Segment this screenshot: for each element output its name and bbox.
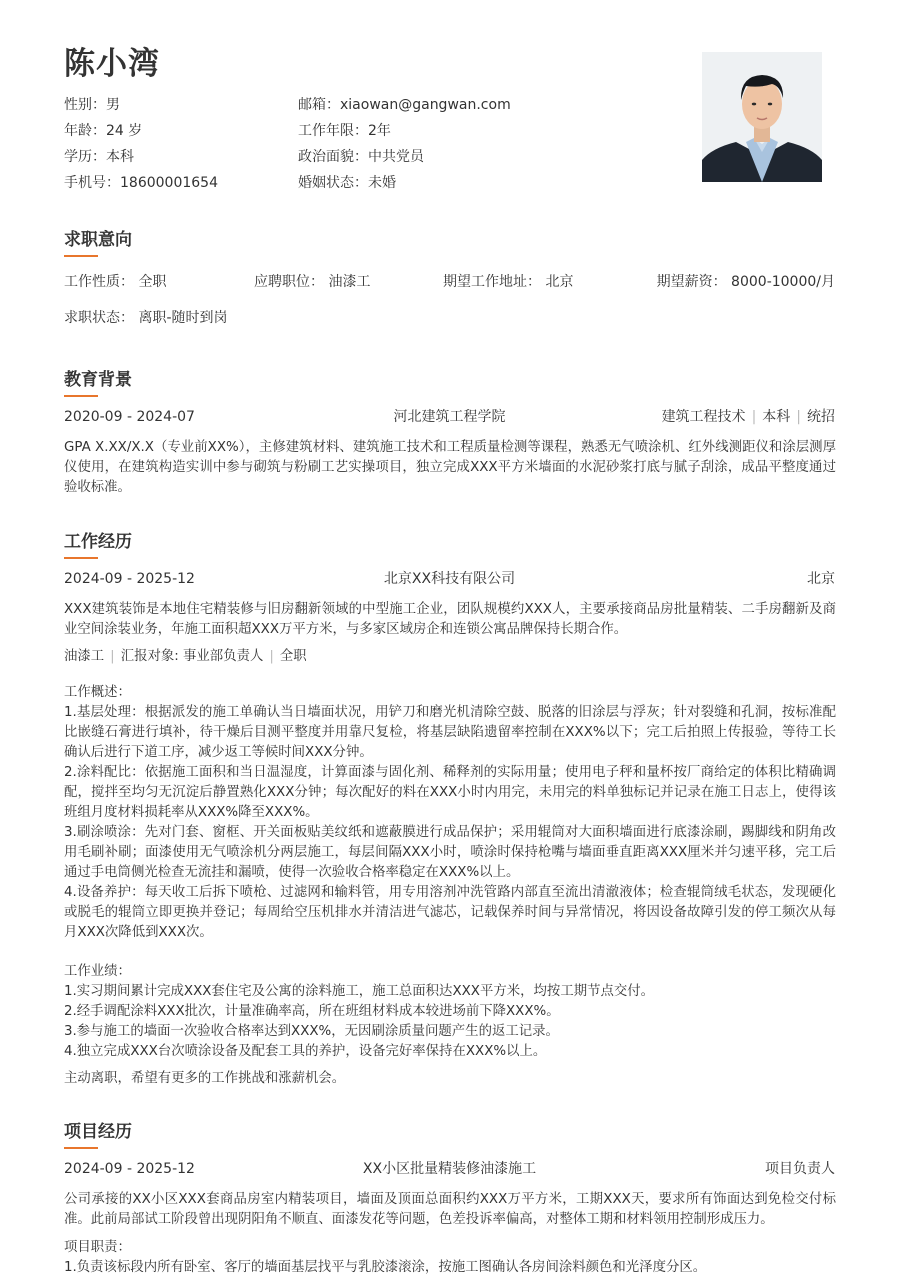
work-overview [64, 683, 836, 943]
gender-value: 男 [106, 97, 120, 113]
project-duties [64, 1238, 836, 1278]
project-name: XX小区批量精装修油漆施工 [362, 1161, 537, 1177]
separator: | [796, 409, 801, 425]
intent-location: 期望工作地址： 北京 [443, 274, 574, 290]
achievement-item: 1.实习期间累计完成XXX套住宅及公寓的涂料施工，施工总面积达XXX平方米，均按工期节点交付。 [64, 984, 655, 999]
work-tags [64, 647, 307, 667]
major: 建筑工程技术 [661, 409, 746, 425]
profile-photo [702, 52, 822, 182]
basic-info [64, 94, 624, 198]
education-level [64, 146, 134, 168]
political-status [298, 146, 424, 168]
avatar-portrait [702, 52, 822, 182]
work-years-value: 2年 [368, 123, 391, 139]
work-period: 2024-09 - 2025-12 [64, 571, 195, 587]
overview-item: 2.涂料配比：依据施工面积和当日温湿度，计算面漆与固化剂、稀释剂的实际用量；使用电子秤和量杯按厂商给定的体积比精确调配，搅拌至均匀无沉淀后静置熟化XXX分钟；每次配好的料在XXX小时内用完，未用完的料单独标记并记录在施工日志上，使得该班组月度材料损耗率从XXX%降至XXX%。 [64, 765, 836, 820]
email-value: xiaowan@gangwan.com [340, 97, 511, 113]
report-to: 汇报对象: 事业部负责人 [120, 649, 264, 664]
separator: | [751, 409, 757, 425]
education-period: 2020-09 - 2024-07 [64, 409, 195, 425]
phone [64, 172, 218, 194]
info-row [64, 172, 624, 198]
education-level-label: 学历： [64, 149, 106, 165]
age-label: 年龄： [64, 123, 106, 139]
intent-row [64, 307, 835, 329]
achievement-item: 2.经手调配涂料XXX批次，计量准确率高，所在班组材料成本较进场前下降XXX%。 [64, 1004, 560, 1019]
leave-reason: 主动离职，希望有更多的工作挑战和涨薪机会。 [64, 1071, 346, 1086]
info-row [64, 120, 624, 146]
marital-status-label: 婚姻状态： [298, 175, 368, 191]
achievement-item: 3.参与施工的墙面一次验收合格率达到XXX%，无因刷涂质量问题产生的返工记录。 [64, 1024, 559, 1039]
education-description: GPA X.XX/X.X（专业前XX%），主修建筑材料、建筑施工技术和工程质量检测等课程，熟悉无气喷涂机、红外线测距仪和涂层测厚仪使用，在建筑构造实训中参与砌筑与粉刷工艺实操项目，独立完成XXX平方米墙面的水泥砂浆打底与腻子刮涂，成品平整度通过验收标准。 [64, 440, 836, 495]
gender-label: 性别： [64, 97, 106, 113]
overview-title: 工作概述： [64, 685, 131, 700]
project-role: 项目负责人 [765, 1161, 835, 1177]
company-description: XXX建筑装饰是本地住宅精装修与旧房翻新领域的中型施工企业，团队规模约XXX人，主要承接商品房批量精装、二手房翻新及商业空间涂装业务，年施工面积超XXX万平方米，与多家区域房企和连锁公寓品牌保持长期合作。 [64, 602, 836, 637]
overview-item: 4.设备养护：每天收工后拆下喷枪、过滤网和输料管，用专用溶剂冲洗管路内部直至流出清澈液体；检查辊筒绒毛状态，发现硬化或脱毛的辊筒立即更换并登记；每周给空压机排水并清洁进气滤芯，记载保养时间与异常情况，将因设备故障引发的停工频次从每月XXX次降低到XXX次。 [64, 885, 836, 940]
section-title-work: 工作经历 [64, 532, 132, 552]
intent-position: 应聘职位： 油漆工 [254, 274, 371, 290]
intent-status: 求职状态： 离职-随时到岗 [64, 310, 228, 326]
work-years [298, 120, 391, 142]
achievement-item: 4.独立完成XXX台次喷涂设备及配套工具的养护，设备完好率保持在XXX%以上。 [64, 1044, 547, 1059]
education-header [64, 406, 835, 428]
overview-item: 1.基层处理：根据派发的施工单确认当日墙面状况，用铲刀和磨光机清除空鼓、脱落的旧涂层与浮灰；针对裂缝和孔洞，按标准配比嵌缝石膏进行填补，待干燥后目测平整度并用靠尺复检，将基层缺陷遗留率控制在XXX%以下；完工后拍照上传报验，等待工长确认后进行下道工序，减少返工等候时间XXX分钟。 [64, 705, 836, 760]
job-type: 全职 [279, 649, 307, 664]
section-accent-bar [64, 395, 98, 397]
political-status-label: 政治面貌： [298, 149, 368, 165]
company-name: 北京XX科技有限公司 [383, 571, 516, 587]
section-accent-bar [64, 557, 98, 559]
political-status-value: 中共党员 [368, 149, 424, 165]
section-accent-bar [64, 255, 98, 257]
phone-label: 手机号： [64, 175, 120, 191]
project-period: 2024-09 - 2025-12 [64, 1161, 195, 1177]
section-title-intent: 求职意向 [64, 230, 132, 250]
separator: | [110, 649, 115, 664]
project-description: 公司承接的XX小区XXX套商品房室内精装项目，墙面及顶面总面积约XXX万平方米，工期XXX天，要求所有饰面达到免检交付标准。此前局部试工阶段曾出现阴阳角不顺直、面漆发花等问题，色差投诉率偏高，对整体工期和材料领用控制形成压力。 [64, 1192, 836, 1227]
degree: 本科 [762, 409, 791, 425]
duty-title: 项目职责： [64, 1240, 131, 1255]
work-city: 北京 [807, 571, 835, 587]
email [298, 94, 511, 116]
education-level-value: 本科 [106, 149, 134, 165]
gender [64, 94, 120, 116]
education-meta [662, 406, 835, 428]
work-header [64, 568, 835, 590]
email-label: 邮箱： [298, 97, 340, 113]
work-years-label: 工作年限： [298, 123, 368, 139]
section-title-education: 教育背景 [64, 370, 132, 390]
marital-status [298, 172, 396, 194]
age-value: 24 岁 [106, 123, 143, 139]
overview-item: 3.刷涂喷涂：先对门套、窗框、开关面板贴美纹纸和遮蔽膜进行成品保护；采用辊筒对大面积墙面进行底漆涂刷，踢脚线和阴角改用毛刷补刷；面漆使用无气喷涂机分两层施工，每层间隔XXX小时，喷涂时保持枪嘴与墙面垂直距离XXX厘米并匀速平移，完工后通过手电筒侧光检查无流挂和漏喷，使得一次验收合格率稳定在XXX%以上。 [64, 825, 836, 880]
project-header [64, 1158, 835, 1180]
separator: | [269, 649, 274, 664]
info-row [64, 146, 624, 172]
intent-type: 工作性质： 全职 [64, 274, 167, 290]
intent-salary: 期望薪资： 8000-10000/月 [656, 274, 835, 290]
duty-item: 1.负责该标段内所有卧室、客厅的墙面基层找平与乳胶漆滚涂，按施工图确认各房间涂料颜色和光泽度分区。 [64, 1260, 707, 1275]
work-role: 油漆工 [64, 649, 105, 664]
study-mode: 统招 [807, 409, 835, 425]
achievement-title: 工作业绩： [64, 964, 131, 979]
section-title-project: 项目经历 [64, 1122, 132, 1142]
intent-row [64, 271, 835, 293]
age [64, 120, 142, 142]
section-accent-bar [64, 1147, 98, 1149]
marital-status-value: 未婚 [368, 175, 396, 191]
phone-value: 18600001654 [120, 175, 218, 191]
info-row [64, 94, 624, 120]
school-name: 河北建筑工程学院 [393, 409, 506, 425]
work-achievements [64, 962, 836, 1062]
candidate-name: 陈小湾 [64, 46, 160, 82]
